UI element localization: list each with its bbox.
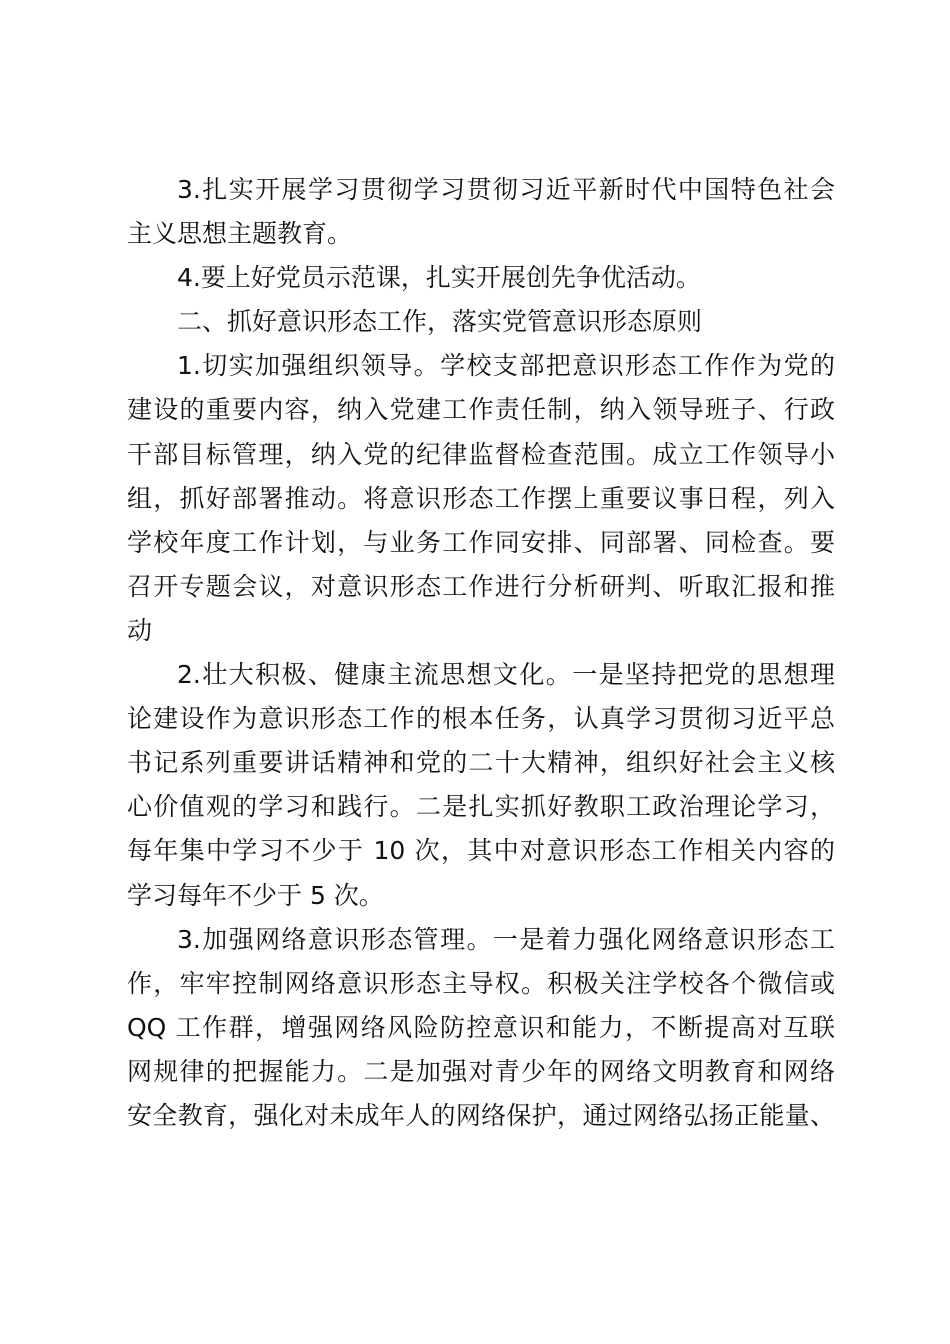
text-line: QQ 工作群，增强网络风险防控意识和能力，不断提高对互联: [127, 1012, 835, 1042]
text-line: 3.加强网络意识形态管理。一是着力强化网络意识形态工: [177, 924, 835, 954]
text-line: 心价值观的学习和践行。二是扎实抓好教职工政治理论学习，: [127, 792, 835, 822]
text-line: 学校年度工作计划，与业务工作同安排、同部署、同检查。要: [127, 527, 835, 557]
text-line: 网规律的把握能力。二是加强对青少年的网络文明教育和网络: [127, 1056, 835, 1086]
text-line: 召开专题会议，对意识形态工作进行分析研判、听取汇报和推: [127, 571, 835, 601]
text-line: 干部目标管理，纳入党的纪律监督检查范围。成立工作领导小: [127, 439, 835, 469]
text-line: 每年集中学习不少于 10 次，其中对意识形态工作相关内容的: [127, 836, 835, 866]
text-line: 动: [127, 615, 153, 645]
text-line: 学习每年不少于 5 次。: [127, 880, 384, 910]
text-line: 论建设作为意识形态工作的根本任务，认真学习贯彻习近平总: [127, 704, 835, 734]
text-line: 组，抓好部署推动。将意识形态工作摆上重要议事日程，列入: [127, 483, 835, 513]
text-line: 安全教育，强化对未成年人的网络保护，通过网络弘扬正能量、: [127, 1100, 835, 1130]
section-heading: 二、抓好意识形态工作，落实党管意识形态原则: [177, 307, 703, 337]
text-line: 建设的重要内容，纳入党建工作责任制，纳入领导班子、行政: [127, 395, 835, 425]
document-body: [127, 168, 835, 1138]
text-line: 2.壮大积极、健康主流思想文化。一是坚持把党的思想理: [177, 660, 835, 690]
text-line: 作，牢牢控制网络意识形态主导权。积极关注学校各个微信或: [127, 968, 835, 998]
text-line: 主义思想主题教育。: [127, 219, 353, 249]
text-line: 书记系列重要讲话精神和党的二十大精神，组织好社会主义核: [127, 748, 835, 778]
text-line: 4.要上好党员示范课，扎实开展创先争优活动。: [177, 263, 701, 293]
text-line: 3.扎实开展学习贯彻学习贯彻习近平新时代中国特色社会: [177, 175, 835, 204]
text-line: 1.切实加强组织领导。学校支部把意识形态工作作为党的: [177, 351, 835, 381]
